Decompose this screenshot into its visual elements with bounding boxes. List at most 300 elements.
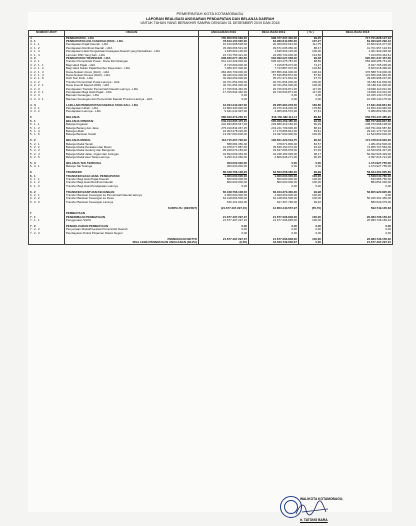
row-percent: (55,70) [299,207,323,210]
row-number: 4 . 3 . 2 [29,110,65,113]
row-realisasi-2019: 4.005.666.570,00 [249,110,299,113]
row-number: 5 . 3 [29,162,65,165]
row-realisasi-2019: 26.265.984.978,00 [249,104,299,107]
row-description: Belanja Modal Peralatan dan Mesin [65,146,199,149]
row-realisasi-2019: 0,00 [249,98,299,101]
row-realisasi-2018: 16.345.140.175,00 [323,98,393,101]
row-anggaran: 700.650.552.066,00 [199,36,249,40]
row-realisasi-2018: 58.334.461.605,00 [323,171,393,174]
row-realisasi-2018: 1.381.662.500,00 [323,143,393,146]
row-description: Transfer Bagi Hasil Pajak Daerah [65,178,199,181]
row-percent: 117,06 [299,91,323,94]
row-description: PENDAPATAN - LRA [65,36,199,40]
row-realisasi-2018: 1.474.927.755,00 [323,165,393,168]
row-realisasi-2019: 84.280.644.850,00 [249,40,299,43]
row-anggaran: 41.978.077.887,00 [199,146,249,149]
row-realisasi-2018: 41.701.957.132,63 [323,47,393,50]
row-anggaran: 0,00 [199,94,249,97]
row-realisasi-2018: 21.677.497.297,15 [323,241,393,245]
row-percent: 0,00 [299,241,323,245]
row-percent: 100,00 [299,133,323,136]
row-realisasi-2018: 1.528.540.780,00 [323,175,393,178]
row-number: 4 . 2 . 3 . 1 [29,91,65,94]
row-realisasi-2019: 23.370.318.000,00 [249,107,299,110]
row-anggaran: 34.694.069.463,00 [199,153,249,156]
row-number: 5 . 2 . 4 [29,153,65,156]
row-number: 7 . 2 [29,225,65,228]
row-realisasi-2018: 0,00 [323,185,393,188]
row-realisasi-2018: 0,00 [323,228,393,231]
row-description: PENERIMAAN PEMBIAYAAN [65,216,199,219]
row-percent: 178,80 [299,107,323,110]
row-anggaran: 0,00 [199,225,249,228]
row-realisasi-2019: 478.671.806,00 [249,143,299,146]
row-number: 4 [29,36,65,40]
row-realisasi-2019: 616.150.482.114,11 [249,116,299,119]
row-percent: 0,00 [299,162,323,165]
row-realisasi-2019: 0,00 [249,228,299,231]
row-anggaran: 116.715.307.796,00 [199,139,249,142]
row-description: Transfer Pemerintah Pusat - Dana Perimbangan [65,60,199,63]
row-percent: 104,82 [299,67,323,70]
row-anggaran: 8.715.669.000,00 [199,64,249,67]
row-realisasi-2018: 29.441.173.722,00 [323,130,393,133]
row-realisasi-2019: 33.637.696.978,00 [249,149,299,152]
row-anggaran: 384.309.709.000,00 [199,71,249,74]
row-anggaran: 46.701.654.000,00 [199,81,249,84]
row-description: Pendapatan Bagi Hasil Pajak - LRA [65,91,199,94]
signature-block [278,496,358,526]
row-number: 4 . 2 . 2 [29,81,65,84]
row-description: Belanja Modal Gedung dan Bangunan [65,149,199,152]
row-percent: 98,89 [299,60,323,63]
report-period: UNTUK TAHUN YANG BERAKHIR SAMPAI DENGAN 31 DESEMBER 2019 DAN 2018 [140,21,280,26]
row-realisasi-2019: 106.601.423.019,75 [249,139,299,142]
row-number: 4 . 1 . 4 [29,54,65,57]
signatory-role: WALIKOTA KOTAMOBAGU, [300,497,344,501]
row-realisasi-2019: 21.677.296.848,00 [249,219,299,222]
row-anggaran: 500.000.000,00 [199,178,249,181]
row-percent: 100,00 [299,197,323,200]
row-anggaran: 17.706.534.462,00 [199,91,249,94]
row-number: 5 . 1 . 1 [29,123,65,126]
row-percent: 82,57 [299,143,323,146]
report-page [28,11,392,522]
row-percent: 100,00 [299,50,323,53]
row-realisasi-2018: 5.086.862.581,00 [323,110,393,113]
row-number: 4 . 2 . 1 . 5 [29,77,65,80]
row-anggaran: 86.348.766.108,00 [199,171,249,174]
row-description: TRANSFER BANTUAN KEUANGAN [65,191,199,194]
row-percent: 89,82 [299,116,323,119]
row-percent: 96,32 [299,139,323,142]
row-percent: 99,25 [299,36,323,40]
row-number: 7 . 2 . 2 [29,228,65,231]
row-anggaran: 0,00 [199,98,249,101]
row-number: 5 . 1 . 2 [29,127,65,130]
row-percent: 0,00 [299,94,323,97]
report-header [28,12,392,26]
row-description: PENGELUARAN PEMBIAYAAN [65,225,199,228]
row-realisasi-2018: 56.805.920.825,00 [323,191,393,194]
row-percent: 0,00 [299,232,323,235]
row-description: Bantuan Keuangan dari Pemerintah Daerah Provinsi Lainnya - LRA [65,98,199,101]
row-anggaran: 45.099.666.531,00 [199,47,249,50]
row-description: BELANJA OPERASI [65,120,199,123]
row-number: 4 . 1 . 1 [29,43,65,46]
row-realisasi-2019: 17.175.865.814,00 [249,130,299,133]
row-percent: 117,06 [299,88,323,91]
row-realisasi-2019: 35.071.371.816,00 [249,77,299,80]
row-number: 6 . 1 . 2 [29,181,65,184]
row-realisasi-2018: 8.603.618.396,00 [323,67,393,70]
row-realisasi-2018: 580.529.375,00 [323,201,393,204]
row-description: Bagi Hasil Pajak - LRA [65,64,199,67]
row-description: Dana Insentif Daerah (DID) - LRA [65,84,199,87]
budget-realization-table [28,30,393,246]
row-percent: 97,61 [299,110,323,113]
col-header-realisasi-2018: REALISASI 2018 [323,30,393,36]
row-percent: 100,00 [299,81,323,84]
row-description: Pendapatan Transfer Pemerintah Daerah Lainnya - LRA [65,88,199,91]
row-realisasi-2019: 602.090.027.638,00 [249,57,299,60]
row-realisasi-2019: 0,00 [249,232,299,235]
row-number: 6 . 2 . 3 [29,201,65,204]
row-number: 5 . 2 . 2 [29,146,65,149]
row-description: Transfer Bantuan Keuangan Lainnya [65,201,199,204]
row-realisasi-2019: 7.744.887.007,00 [249,67,299,70]
row-percent: 100,00 [299,238,323,241]
row-number: 4 . 2 . 3 [29,88,65,91]
row-realisasi-2018: 884.854.030,00 [323,181,393,184]
row-anggaran: 99.446.632.000,00 [199,74,249,77]
row-description: SISA LEBIH PEMBIAYAAN ANGGARAN (SILPA) [65,241,199,245]
report-title: LAPORAN REALISASI ANGGARAN PENDAPATAN DAN BELANJA DAERAH [145,16,275,21]
row-realisasi-2019: 46.701.654.000,00 [249,84,299,87]
row-realisasi-2019: 1.300.000.000,00 [249,175,299,178]
row-realisasi-2018: 658.763.437.385,95 [323,116,393,119]
row-percent: 98,17 [299,153,323,156]
row-percent: 87,60 [299,74,323,77]
row-number: 5 . 2 . 5 [29,156,65,159]
row-realisasi-2018: 16.345.140.175,00 [323,94,393,97]
row-realisasi-2019: 13.497.000.000,00 [249,133,299,136]
row-number: 4 . 2 . 2 . 1 [29,84,65,87]
row-percent: 100,00 [299,194,323,197]
row-number: 5 . 3 . 1 [29,165,65,168]
row-anggaran: 2.000.000.000,00 [199,194,249,197]
row-description: PENDAPATAN TRANSFER - LRA [65,57,199,60]
row-realisasi-2018: 20.083.736.156,32 [323,216,393,219]
row-anggaran: 12.869.330.000,00 [199,107,249,110]
row-realisasi-2018: 12.554.430.960,00 [323,107,393,110]
row-description: Belanja Modal Aset Tetap Lainnya [65,156,199,159]
row-number: 6 . 1 . 3 [29,185,65,188]
row-percent: 0,00 [299,225,323,228]
row-realisasi-2019: 0,00 [249,94,299,97]
row-percent: 100,00 [299,181,323,184]
row-percent: 99,40 [299,201,323,204]
row-realisasi-2019: 34.530.739.606,97 [249,241,299,245]
row-realisasi-2018: 50.492.526.429,00 [323,153,393,156]
row-number: 4 . 2 [29,57,65,60]
row-description: DAK Non Fisik - LRA [65,77,199,80]
row-realisasi-2018: 19.826.110.031,00 [323,91,393,94]
row-realisasi-2019: 62.418.664.506,00 [249,197,299,200]
row-realisasi-2019: 505.029.459.485,36 [249,120,299,123]
row-percent: 100,00 [299,175,323,178]
row-number: 5 . 2 . 1 [29,143,65,146]
row-realisasi-2019: 0,00 [249,225,299,228]
row-description: Transfer Pemerintah Pusat Lainnya - LRA [65,81,199,84]
row-description: Transfer Bantuan Keuangan ke Pemerintah Daerah lainnya [65,194,199,197]
row-description: TRANSFER [65,171,199,174]
row-realisasi-2019: 2.000.000.000,00 [249,194,299,197]
row-percent: 97,70 [299,77,323,80]
row-number: 6 . 1 . 1 [29,178,65,181]
row-realisasi-2019: 535.403.475.787,00 [249,60,299,63]
row-percent: 111,75 [299,43,323,46]
row-description: Belanja Hibah [65,130,199,133]
row-description: Bagi Hasil Sukan Pajak/Sumber Daya Alam - LRA [65,67,199,70]
row-number: 7 [29,212,65,215]
row-anggaran: 35.168.676.183,00 [199,149,249,152]
row-anggaran: 78.643.152.605,00 [199,40,249,43]
row-anggaran: 630.101.602,00 [199,201,249,204]
row-percent: 0,00 [299,98,323,101]
row-realisasi-2019: 22.256.733.000,00 [249,54,299,57]
row-anggaran: 21.677.497.297,15 [199,216,249,219]
row-realisasi-2019: 627.307.790,00 [249,201,299,204]
row-number: 4 . 3 . 1 [29,107,65,110]
row-anggaran: 16.303.278.225,00 [199,130,249,133]
row-number: 5 . 2 . 3 [29,149,65,152]
row-description: Belanja Modal Jalan, Irigasi dan Jaringan [65,153,199,156]
row-description: Penyertaan Modal/Investasi Pemerintah Daerah [65,228,199,231]
row-realisasi-2019: 800.000.000,00 [249,181,299,184]
row-realisasi-2018: 620.051.347.457,00 [323,57,393,60]
row-number: 6 [29,171,65,174]
row-number: 4 . 1 [29,40,65,43]
row-description: Belanja Bantuan Sosial [65,133,199,136]
row-percent: 90,35 [299,156,323,159]
row-realisasi-2018: 17.631.293.861,60 [323,104,393,107]
row-anggaran: 9.041.042.997,00 [199,110,249,113]
row-percent: 99,48 [299,57,323,60]
row-realisasi-2018: 15.503.916.377,00 [323,43,393,46]
col-header-uraian: URAIAN [65,30,199,36]
row-description: Pendapatan Lainnya - LRA [65,110,199,113]
row-anggaran: 46.701.654.000,00 [199,84,249,87]
row-anggaran: 300.000.000,00 [199,162,249,165]
row-description: BELANJA TAK TERDUGA [65,162,199,165]
row-realisasi-2018: 84.390.997.290,43 [323,40,393,43]
row-anggaran: (21.677.497.297,15) [199,207,249,210]
row-number: 5 . 2 [29,139,65,142]
row-number: 4 . 2 . 4 . 1 [29,98,65,101]
row-realisasi-2018: 20.083.736.156,32 [323,238,393,241]
row-realisasi-2018: 36.186.611.000,00 [323,84,393,87]
row-percent: 107,27 [299,40,323,43]
row-realisasi-2019: 233.686.419.160,00 [249,123,299,126]
row-realisasi-2019: 64.503.258.080,00 [249,171,299,174]
row-anggaran: 65.048.766.108,00 [199,191,249,194]
row-realisasi-2019: 39.536.150.674,00 [249,146,299,149]
row-realisasi-2019: 87.546.869.872,00 [249,74,299,77]
row-description: Belanja Modal Tanah [65,143,199,146]
row-anggaran: 275.319.844.967,25 [199,127,249,130]
row-anggaran: 0,00 [199,228,249,231]
row-description: Belanja Pegawai [65,123,199,126]
row-realisasi-2019: 46.701.654.000,00 [249,81,299,84]
row-number: 6 . 2 . 1 [29,194,65,197]
row-description: Transfer Bagi Hasil Pendapatan Lainnya [65,185,199,188]
row-realisasi-2018: 72.965.707.564,00 [323,146,393,149]
row-realisasi-2018: 593.749.135,63 [323,207,393,210]
row-percent: 99,99 [299,171,323,174]
row-description: LAIN-LAIN PENDAPATAN DAERAH YANG SAH - LRA [65,104,199,107]
row-number: 7 . 1 [29,216,65,219]
row-realisasi-2018: 218.751.094.587,80 [323,127,393,130]
row-realisasi-2018: 174.478.610.620,00 [323,139,393,142]
col-header-no: NOMOR URUT [29,30,65,36]
row-anggaran: 686.029.373.266,15 [199,116,249,119]
row-description: PEMBIAYAAN [65,212,199,215]
row-realisasi-2019: 12.853.443.557,97 [249,207,299,210]
row-anggaran: 541.413.409.000,00 [199,60,249,63]
row-description: TRANSFER BAGI HASIL PENDAPATAN [65,175,199,178]
row-description: PENDAPATAN ASLI DAERAH (PAD) - LRA [65,40,199,43]
row-realisasi-2018: 643.686.750,00 [323,178,393,181]
row-description: Lain-lain PAD Yang Sah - LRA [65,54,199,57]
row-anggaran: (0,00) [199,241,249,245]
row-percent: 97,45 [299,149,323,152]
row-realisasi-2019: 0,00 [249,185,299,188]
row-realisasi-2018: 7.344.650.464,61 [323,54,393,57]
row-percent: 96,29 [299,123,323,126]
row-anggaran: 588.084.050,00 [199,143,249,146]
row-realisasi-2019: 66.043.373.360,00 [249,191,299,194]
row-description: Transfer Bantuan Keuangan ke Desa [65,197,199,200]
row-realisasi-2018: 56.225.391.450,00 [323,197,393,200]
row-realisasi-2019: 698.477.207.322,00 [249,36,299,40]
row-description: BELANJA [65,116,199,119]
row-percent: 88,34 [299,127,323,130]
row-realisasi-2018: 238.373.068.138,00 [323,123,393,126]
row-number: 5 . 1 . 5 [29,133,65,136]
signatory-name: Ir. TATONG BARA [300,518,328,522]
row-number: 5 [29,116,65,119]
row-number: 4 . 1 . 2 [29,47,65,50]
row-realisasi-2019: 39.671.005.080,00 [249,47,299,50]
government-name: PEMERINTAH KOTA KOTAMOBAGU [176,11,244,16]
row-percent: 74,27 [299,64,323,67]
row-realisasi-2019: 7.215.878.073,00 [249,64,299,67]
row-description: Pembayaran Pokok Pinjaman Dalam Negeri [65,232,199,235]
row-number: 6 . 2 [29,191,65,194]
row-number: 7 . 1 . 1 [29,219,65,222]
row-number: 4 . 2 . 1 . 3 [29,71,65,74]
row-realisasi-2019: 21.677.296.848,00 [249,238,299,241]
row-number: 4 . 2 . 1 [29,60,65,63]
row-realisasi-2019: 21.677.296.848,00 [249,216,299,219]
row-percent: 99,98 [299,191,323,194]
row-realisasi-2018: 553.008.285.751,00 [323,60,393,63]
row-realisasi-2019: 500.000.000,00 [249,178,299,181]
row-number: 4 . 2 . 1 . 4 [29,74,65,77]
row-description: Penggunaan SiLPA [65,219,199,222]
row-realisasi-2018: 20.083.736.156,32 [323,219,393,222]
row-percent: 0,00 [299,165,323,168]
row-anggaran: 242.693.866.547,00 [199,123,249,126]
row-realisasi-2019: 0,00 [249,162,299,165]
row-realisasi-2018: 1.361.993.236,00 [323,50,393,53]
row-anggaran: 16.034.342.997,00 [199,104,249,107]
row-anggaran: 16.160.998.528,00 [199,43,249,46]
row-anggaran: 608.030.677.462,00 [199,57,249,60]
row-realisasi-2018: 717.701.828.127,03 [323,36,393,40]
row-anggaran: 0,00 [199,232,249,235]
row-realisasi-2018: 19.826.110.031,00 [323,88,393,91]
row-realisasi-2018: 1.474.927.755,00 [323,162,393,165]
row-percent: 0,00 [299,228,323,231]
row-percent: 134,56 [299,54,323,57]
row-realisasi-2019: 1.635.503.125,00 [249,50,299,53]
row-percent: 100,00 [299,178,323,181]
row-number: 5 . 1 . 4 [29,130,65,133]
col-header-persen: ( % ) [299,30,323,36]
row-anggaran: 62.418.664.506,00 [199,197,249,200]
row-number: 4 . 2 . 1 . 2 [29,67,65,70]
row-number: 4 . 2 . 1 . 1 [29,64,65,67]
row-realisasi-2018: 2.397.614.721,00 [323,156,393,159]
row-number: 5 . 1 [29,120,65,123]
row-realisasi-2018: 39.186.998.237,00 [323,77,393,80]
row-anggaran: 40.490.050.000,00 [199,77,249,80]
row-percent: 93,61 [299,130,323,133]
col-header-anggaran: ANGGARAN 2019 [199,30,249,36]
row-percent: 100,00 [299,84,323,87]
row-anggaran: 3.293.412.060,00 [199,156,249,159]
row-realisasi-2019: 2.809.936.271,00 [249,156,299,159]
row-percent: 100,94 [299,71,323,74]
row-percent: 88,47 [299,47,323,50]
row-number [29,241,65,245]
row-realisasi-2018: 482.757.893.807,80 [323,120,393,123]
row-description: Dana Alokasi Umum (DAU) - LRA [65,71,199,74]
row-anggaran: 7.489.307.000,00 [199,67,249,70]
row-realisasi-2019: 34.238.183.605,00 [249,153,299,156]
row-percent: 100,00 [299,219,323,222]
row-description: Belanja Tak Terduga [65,165,199,168]
row-realisasi-2019: 0,00 [249,165,299,168]
row-percent: 93,48 [299,120,323,123]
row-description: Dana Alokasi Khusus (DAK) - LRA [65,74,199,77]
row-anggaran: 0,00 [199,185,249,188]
row-realisasi-2018: 0,00 [323,232,393,235]
row-description: Belanja Barang dan Jasa [65,127,199,130]
row-description: Pendapatan Pajak Daerah - LRA [65,43,199,46]
row-description: Transfer Bagi Hasil Retribusi Daerah [65,181,199,184]
row-description: PEMBIAYAAN NETTO [65,238,199,241]
row-realisasi-2018: 12.543.800.000,00 [323,133,393,136]
row-number: 4 . 1 . 3 [29,50,65,53]
row-realisasi-2019: 20.459.653.644,00 [249,43,299,46]
row-number: 4 . 2 . 4 [29,94,65,97]
row-realisasi-2018: 376.588.719.000,00 [323,71,393,74]
row-percent: 94,18 [299,146,323,149]
row-description: SURPLUS / (DEFISIT) [65,207,199,210]
